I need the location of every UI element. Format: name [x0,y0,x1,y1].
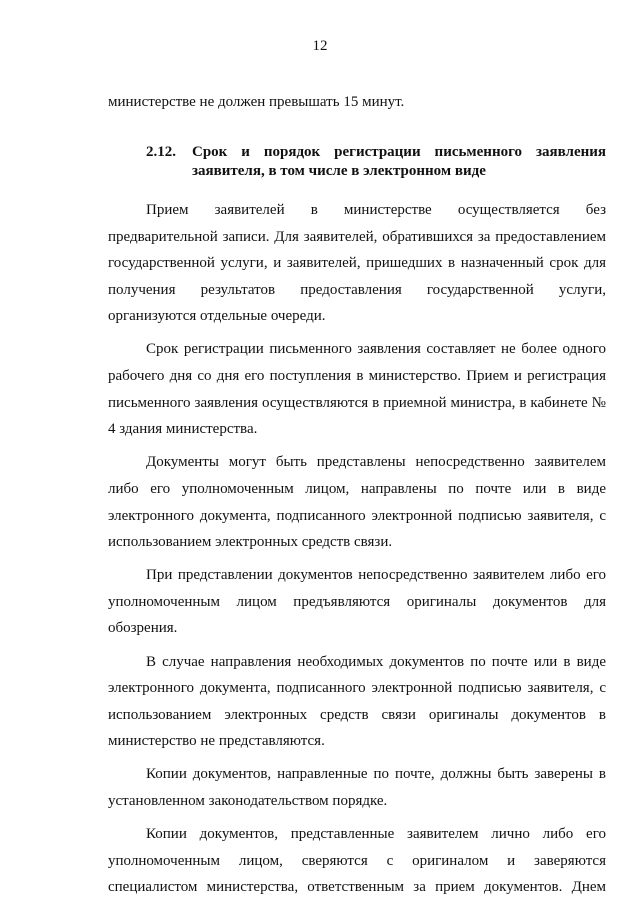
paragraph-reception: Прием заявителей в министерстве осуществляется без предварительной записи. Для заявителей, обратившихся за предоставлением государственной услуги, и заявителей, пришедших в назначенный срок для получения результатов предоставления государственной услуги, организуются отдельные очереди. [108,202,606,325]
paragraph-originals-in-person: При представлении документов непосредственно заявителем либо его уполномоченным лицом предъявляются оригиналы документов для обозрения. [108,567,606,637]
paragraph-submission-methods: Документы могут быть представлены непосредственно заявителем либо его уполномоченным лицом, направлены по почте или в виде электронного документа, подписанного электронной подписью заявителя, с использованием электронных средств связи. [108,454,606,551]
paragraph-postal-copies: Копии документов, направленные по почте, должны быть заверены в установленном законодательством порядке. [108,766,606,809]
intro-text [108,89,606,116]
section-heading [108,143,606,181]
paragraph-registration-term: Срок регистрации письменного заявления составляет не более одного рабочего дня со дня его поступления в министерство. Прием и регистрация письменного заявления осуществляются в приемной министра, в кабинете № 4 здания министерства. [108,341,606,438]
paragraph-electronic-submission: В случае направления необходимых документов по почте или в виде электронного документа, подписанного электронной подписью заявителя, с использованием электронных средств связи оригиналы документов в министерство не представляются. [108,653,606,750]
section-title: Срок и порядок регистрации письменного заявления заявителя, в том числе в электронном виде [192,144,606,179]
page-number: 12 [312,38,328,54]
section-body [108,197,606,901]
intro-line: министерстве не должен превышать 15 минут. [108,94,405,110]
paragraph-copies-verification: Копии документов, представленные заявителем лично либо его уполномоченным лицом, сверяются с оригиналом и заверяются специалистом министерства, ответственным за прием документов. Днем [108,826,606,896]
section-number: 2.12. [146,144,176,160]
